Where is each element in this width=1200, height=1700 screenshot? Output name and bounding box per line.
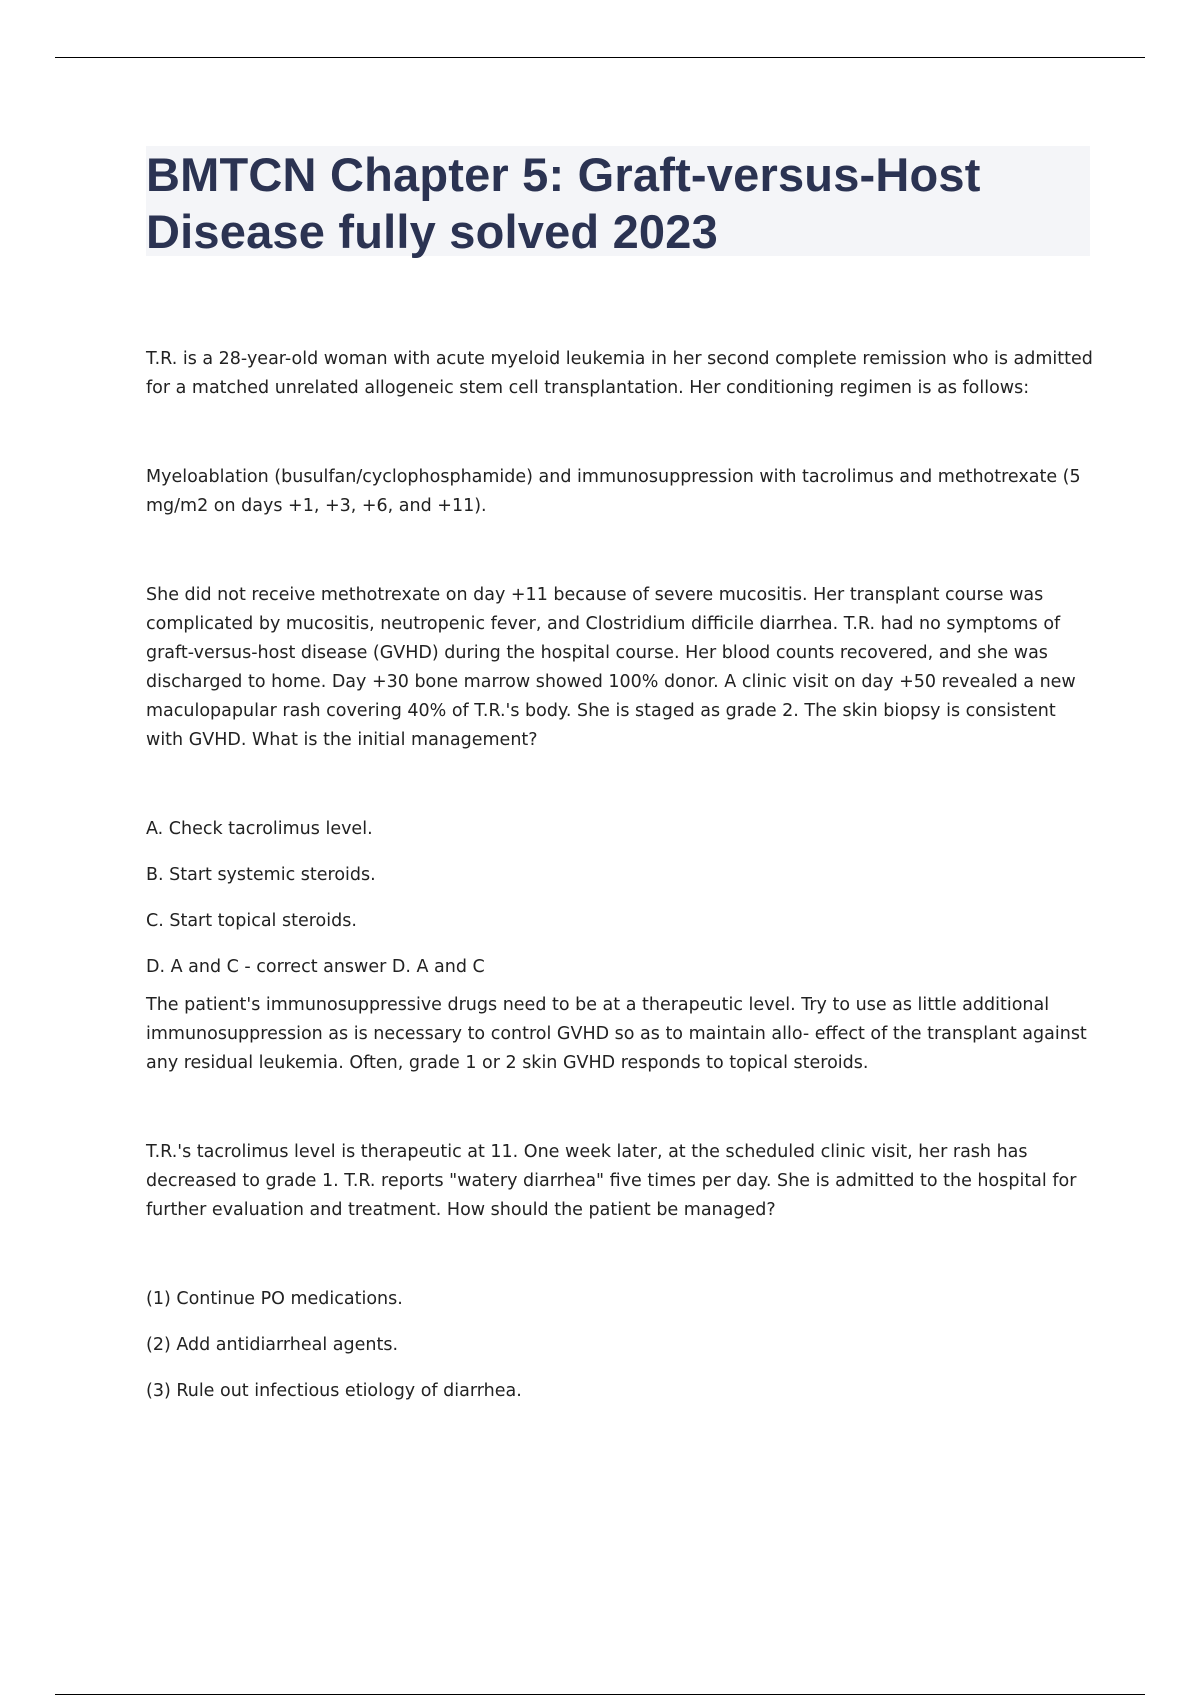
bottom-rule bbox=[55, 1694, 1145, 1695]
page-title: BMTCN Chapter 5: Graft-versus-Host Disease fully solved 2023 bbox=[146, 148, 981, 258]
spacer bbox=[146, 521, 1096, 581]
case-2-options bbox=[146, 1285, 1096, 1406]
answer-option-d: D. A and C - correct answer D. A and C bbox=[146, 957, 485, 977]
spacer bbox=[146, 1225, 1096, 1285]
answer-option-a: A. Check tacrolimus level. bbox=[146, 819, 373, 839]
case-1-explanation: The patient's immunosuppressive drugs need to be at a therapeutic level. Try to use as little additional immunosuppression as is necessary to control GVHD so as to maintain allo- effect of the transplant against any residual leukemia. Often, grade 1 or 2 skin GVHD responds to topical steroids. bbox=[146, 995, 1087, 1073]
answer-option-3: (3) Rule out infectious etiology of diarrhea. bbox=[146, 1381, 522, 1401]
spacer bbox=[146, 1078, 1096, 1138]
case-1-options bbox=[146, 815, 1096, 982]
title-banner bbox=[146, 146, 1090, 256]
answer-option-b: B. Start systemic steroids. bbox=[146, 865, 376, 885]
top-rule bbox=[55, 57, 1145, 58]
spacer bbox=[146, 403, 1096, 463]
case-2-intro: T.R.'s tacrolimus level is therapeutic at 11. One week later, at the scheduled clinic visit, her rash has decreased to grade 1. T.R. reports "watery diarrhea" five times per day. She is admitted to the hospital for further evaluation and treatment. How should the patient be managed? bbox=[146, 1142, 1077, 1220]
case-1-regimen: Myeloablation (busulfan/cyclophosphamide) and immunosuppression with tacrolimus and methotrexate (5 mg/m2 on days +1, +3, +6, and +11). bbox=[146, 467, 1081, 516]
answer-option-c: C. Start topical steroids. bbox=[146, 911, 357, 931]
answer-option-2: (2) Add antidiarrheal agents. bbox=[146, 1335, 399, 1355]
spacer bbox=[146, 755, 1096, 815]
document-body bbox=[146, 345, 1096, 1423]
case-1-intro: T.R. is a 28-year-old woman with acute myeloid leukemia in her second complete remission who is admitted for a matched unrelated allogeneic stem cell transplantation. Her conditioning regimen is as follows: bbox=[146, 349, 1093, 398]
case-1-course: She did not receive methotrexate on day +11 because of severe mucositis. Her transplant course was complicated by mucositis, neutropenic fever, and Clostridium difficile diarrhea. T.R. had no symptoms of graft-versus-host disease (GVHD) during the hospital course. Her blood counts recovered, and she was discharged to home. Day +30 bone marrow showed 100% donor. A clinic visit on day +50 revealed a new maculopapular rash covering 40% of T.R.'s body. She is staged as grade 2. The skin biopsy is consistent with GVHD. What is the initial management? bbox=[146, 585, 1076, 750]
answer-option-1: (1) Continue PO medications. bbox=[146, 1289, 403, 1309]
